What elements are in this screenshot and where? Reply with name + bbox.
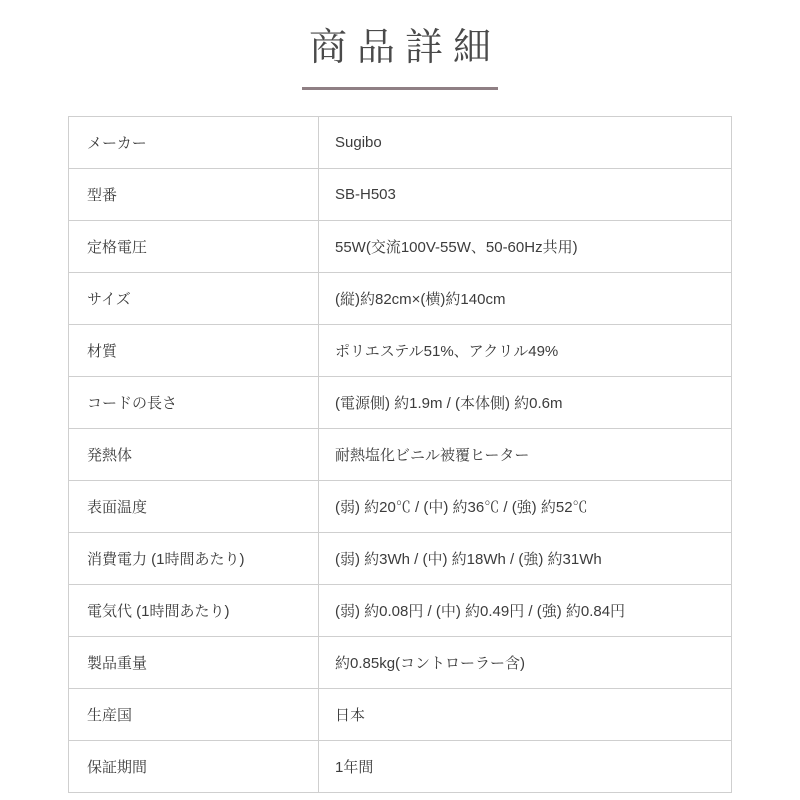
spec-label: 型番 [69,169,319,221]
spec-label: コードの長さ [69,377,319,429]
spec-label: メーカー [69,117,319,169]
table-row [69,533,732,585]
spec-label: 発熱体 [69,429,319,481]
spec-value: (弱) 約3Wh / (中) 約18Wh / (強) 約31Wh [319,533,732,585]
spec-value: 1年間 [319,741,732,793]
spec-label: 製品重量 [69,637,319,689]
spec-label: サイズ [69,273,319,325]
spec-value: (縦)約82cm×(横)約140cm [319,273,732,325]
spec-value: 約0.85kg(コントローラー含) [319,637,732,689]
spec-label: 材質 [69,325,319,377]
product-spec-table [68,116,732,793]
spec-value: ポリエステル51%、アクリル49% [319,325,732,377]
title-block [0,0,800,90]
spec-value: (弱) 約20℃ / (中) 約36℃ / (強) 約52℃ [319,481,732,533]
spec-table-body [69,117,732,793]
table-row [69,741,732,793]
spec-value: Sugibo [319,117,732,169]
spec-label: 保証期間 [69,741,319,793]
table-row [69,637,732,689]
spec-label: 消費電力 (1時間あたり) [69,533,319,585]
table-row [69,325,732,377]
spec-value: 日本 [319,689,732,741]
table-row [69,377,732,429]
spec-value: 55W(交流100V-55W、50-60Hz共用) [319,221,732,273]
page-title: 商品詳細 [308,27,501,69]
table-row [69,585,732,637]
table-row [69,481,732,533]
table-row [69,221,732,273]
spec-value: 耐熱塩化ビニル被覆ヒーター [319,429,732,481]
table-row [69,169,732,221]
table-row [69,689,732,741]
table-row [69,429,732,481]
table-row [69,273,732,325]
spec-value: (電源側) 約1.9m / (本体側) 約0.6m [319,377,732,429]
table-row [69,117,732,169]
spec-table-container [0,90,800,793]
spec-label: 生産国 [69,689,319,741]
spec-label: 表面温度 [69,481,319,533]
spec-value: (弱) 約0.08円 / (中) 約0.49円 / (強) 約0.84円 [319,585,732,637]
spec-label: 電気代 (1時間あたり) [69,585,319,637]
spec-value: SB-H503 [319,169,732,221]
spec-label: 定格電圧 [69,221,319,273]
